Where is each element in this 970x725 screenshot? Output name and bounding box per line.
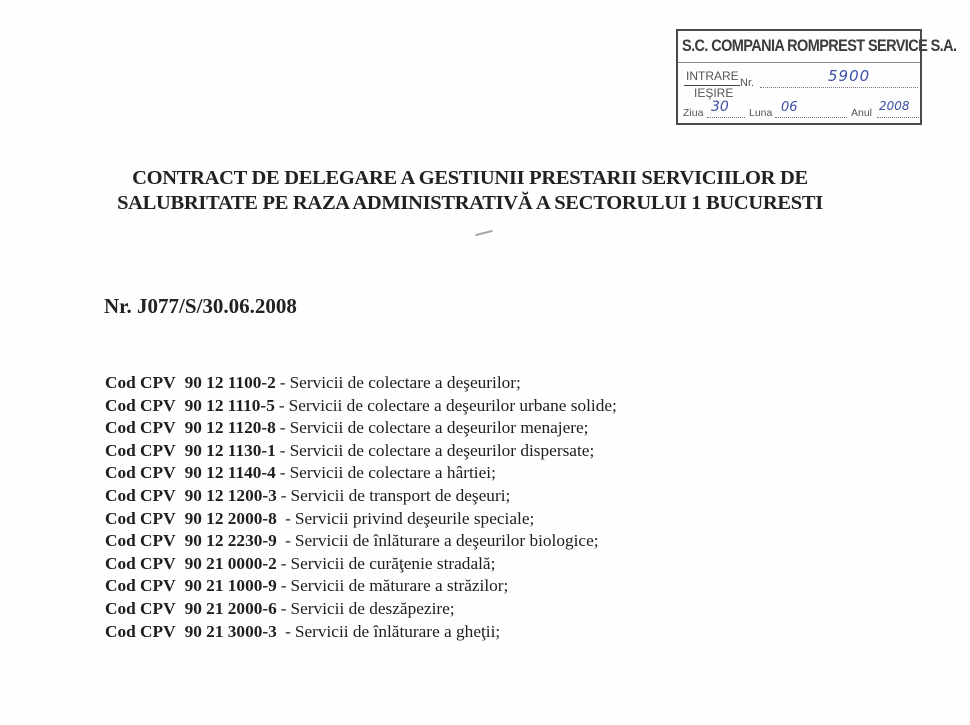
cpv-list-item [105,462,617,485]
cpv-code: 90 12 1110-5 [184,395,275,415]
registration-stamp [676,29,957,125]
cpv-prefix: Cod CPV [105,463,176,483]
cpv-prefix: Cod CPV [105,373,176,392]
cpv-separator: - [279,440,286,460]
title-line-2: SALUBRITATE PE RAZA ADMINISTRATIVĂ A SECTORULUI 1 BUCURESTI [117,192,823,214]
cpv-prefix: Cod CPV [105,531,176,551]
cpv-description: Servicii de colectare a deşeurilor menajere; [289,418,589,438]
cpv-list-item [105,395,617,418]
cpv-code: 90 12 1200-3 [184,485,277,505]
cpv-separator: - [279,373,286,392]
cpv-description: Servicii de transport de deşeuri; [290,485,511,505]
stamp-nr-label: Nr. [740,77,755,89]
cpv-prefix: Cod CPV [105,485,176,505]
cpv-code: 90 21 2000-6 [184,598,277,618]
cpv-description: Servicii de curăţenie stradală; [290,553,496,573]
cpv-list-item [105,553,617,576]
cpv-separator: - [279,463,286,483]
stamp-divider [678,62,920,63]
cpv-description: Servicii de măturare a străzilor; [290,576,509,596]
cpv-description: Servicii de colectare a deşeurilor urbane solide; [288,395,617,415]
stamp-company-name: S.C. COMPANIA ROMPREST SERVICE S.A. [682,37,957,56]
stamp-luna-value: 06 [781,100,798,115]
cpv-description: Servicii de deszăpezire; [290,598,455,618]
cpv-description: Servicii de colectare a hârtiei; [289,463,496,483]
document-title [60,166,880,216]
stamp-luna-label: Luna [749,107,773,119]
cpv-list-item [105,372,617,395]
cpv-separator: - [280,598,287,618]
cpv-prefix: Cod CPV [105,576,176,596]
cpv-list-item [105,530,617,553]
cpv-code: 90 21 1000-9 [184,576,277,596]
stamp-date-row [683,99,916,121]
stamp-anul-value: 2008 [879,99,910,113]
cpv-list-item [105,575,617,598]
cpv-code: 90 12 2000-8 [184,508,277,528]
cpv-description: Servicii de înlăturare a gheţii; [294,621,501,641]
cpv-list-item [105,621,617,644]
cpv-prefix: Cod CPV [105,508,176,528]
cpv-code: 90 12 1100-2 [184,373,276,392]
cpv-code: 90 12 2230-9 [184,531,277,551]
cpv-separator: - [280,621,291,641]
stamp-nr-value: 5900 [828,67,871,85]
cpv-separator: - [278,395,285,415]
cpv-prefix: Cod CPV [105,418,176,438]
cpv-prefix: Cod CPV [105,553,176,573]
cpv-code: 90 21 0000-2 [184,553,277,573]
cpv-separator: - [280,531,291,551]
title-line-1: CONTRACT DE DELEGARE A GESTIUNII PRESTARII SERVICIILOR DE [132,167,808,189]
cpv-prefix: Cod CPV [105,598,176,618]
cpv-code: 90 12 1120-8 [184,418,276,438]
cpv-separator: - [280,576,287,596]
cpv-separator: - [280,485,287,505]
cpv-separator: - [280,553,287,573]
cpv-list-item [105,508,617,531]
cpv-code: 90 21 3000-3 [184,621,277,641]
stamp-anul-label: Anul [851,107,873,119]
stamp-intrare-label: INTRARE [686,69,739,83]
stamp-iesire-label: IEŞIRE [694,86,734,100]
stamp-ziua-value: 30 [711,99,729,115]
cpv-description: Servicii privind deşeurile speciale; [294,508,535,528]
stamp-nr-dotted-line [760,87,918,88]
pen-mark [475,230,493,236]
cpv-prefix: Cod CPV [105,395,176,415]
cpv-description: Servicii de înlăturare a deşeurilor biologice; [294,531,599,551]
cpv-list-item [105,598,617,621]
cpv-list-item [105,417,617,440]
cpv-prefix: Cod CPV [105,440,176,460]
cpv-code: 90 12 1140-4 [184,463,276,483]
cpv-description: Servicii de colectare a deşeurilor; [289,373,521,392]
cpv-prefix: Cod CPV [105,621,176,641]
contract-number: Nr. J077/S/30.06.2008 [104,294,297,318]
cpv-separator: - [280,508,291,528]
cpv-description: Servicii de colectare a deşeurilor dispersate; [289,440,595,460]
cpv-code-list [105,372,617,643]
cpv-list-item [105,485,617,508]
cpv-code: 90 12 1130-1 [184,440,276,460]
stamp-ziua-label: Ziua [683,107,704,119]
cpv-separator: - [279,418,286,438]
cpv-list-item [105,440,617,463]
